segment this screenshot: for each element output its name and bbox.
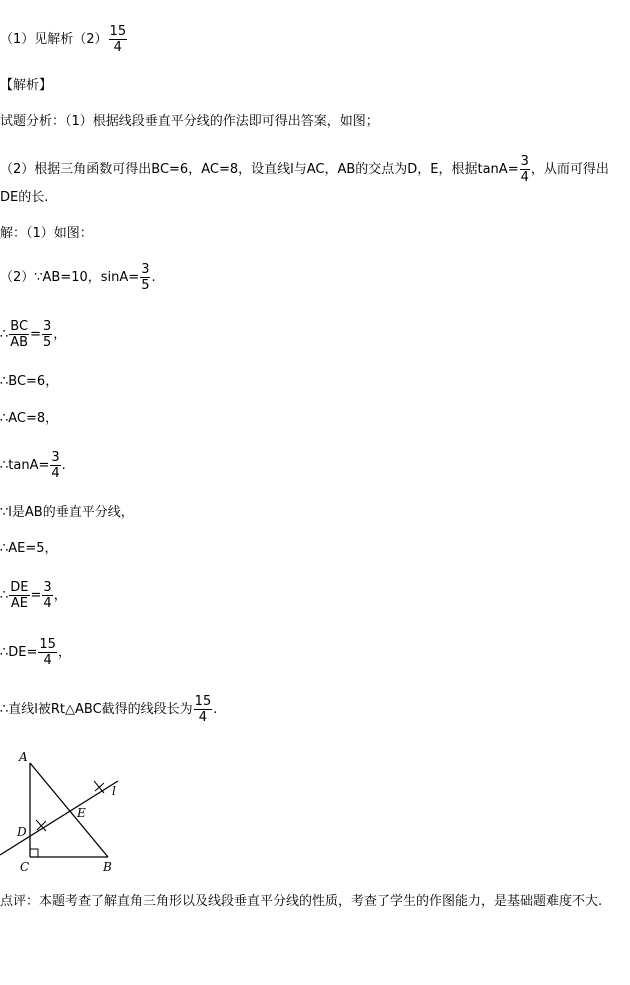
de-text: ∴DE= — [0, 645, 38, 660]
fraction-numerator: 15 — [194, 694, 212, 709]
line-ae: ∴AE=5， — [0, 541, 58, 556]
fraction-denominator: 4 — [43, 596, 52, 611]
solution-line-1: 解：（1）如图： — [0, 226, 93, 241]
solution-line-2 — [0, 262, 156, 293]
fraction-numerator: 3 — [43, 580, 52, 595]
label-l: l — [112, 784, 116, 798]
sol2-text-a: （2）∵AB=10，sinA= — [0, 270, 140, 285]
therefore-sign: ∴ — [0, 588, 9, 603]
final-value-fraction — [194, 694, 213, 725]
cross-mark-upper — [94, 781, 104, 793]
tan-fraction — [520, 154, 530, 185]
label-b: B — [103, 860, 112, 874]
analysis-text-a: （2）根据三角函数可得出BC=6，AC=8，设直线l与AC，AB的交点为D，E，根据tanA= — [0, 162, 519, 177]
fraction-numerator: 3 — [51, 450, 60, 465]
fraction-denominator: 4 — [43, 653, 52, 668]
answer-text: （1）见解析（2） — [0, 32, 108, 47]
value-fraction — [42, 319, 52, 350]
fraction-denominator: 5 — [141, 278, 150, 293]
line-bc: ∴BC=6， — [0, 374, 59, 389]
period: . — [61, 458, 66, 473]
fraction-denominator: 4 — [520, 170, 529, 185]
analysis-line-1: 试题分析：（1）根据线段垂直平分线的作法即可得出答案，如图； — [0, 114, 379, 129]
label-d: D — [17, 825, 27, 839]
equals-sign: = — [30, 327, 41, 342]
final-text: ∴直线l被Rt△ABC截得的线段长为 — [0, 702, 193, 717]
fraction-denominator: 5 — [43, 335, 52, 350]
edge-ab — [30, 763, 108, 857]
equals-sign: = — [30, 588, 42, 603]
line-ac: ∴AC=8， — [0, 411, 59, 426]
section-title: 【解析】 — [0, 78, 53, 93]
line-de — [0, 637, 71, 668]
tan-value-fraction — [50, 450, 60, 481]
line-final — [0, 694, 217, 725]
label-e: E — [77, 806, 86, 820]
bc-ab-fraction — [9, 319, 29, 350]
fraction-numerator: 15 — [39, 637, 56, 652]
right-angle-mark — [30, 849, 38, 857]
fraction-numerator: 15 — [109, 24, 127, 39]
label-c: C — [20, 860, 30, 874]
fraction-denominator: 4 — [198, 710, 208, 725]
triangle-figure — [0, 745, 140, 875]
answer-line — [0, 24, 128, 55]
fraction-denominator: AB — [10, 335, 29, 350]
line-perpendicular: ∵l是AB的垂直平分线， — [0, 505, 134, 520]
fraction-denominator: AE — [10, 596, 28, 611]
line-bc-over-ab — [0, 319, 66, 350]
period: . — [213, 702, 218, 717]
analysis-text-b: ，从而可得出 — [530, 162, 609, 177]
fraction-numerator: 3 — [141, 262, 150, 277]
fraction-numerator: 3 — [520, 154, 529, 169]
comma: ， — [53, 588, 67, 603]
line-tan — [0, 450, 66, 481]
value-fraction — [42, 580, 52, 611]
fraction-numerator: DE — [10, 580, 29, 595]
fraction-numerator: 3 — [43, 319, 52, 334]
sin-fraction — [140, 262, 150, 293]
fraction-denominator: 4 — [51, 466, 60, 481]
de-value-fraction — [38, 637, 57, 668]
sol2-text-b: . — [151, 270, 156, 285]
comma: ， — [57, 645, 71, 660]
label-a: A — [19, 750, 28, 764]
comma: ， — [53, 327, 67, 342]
line-l — [0, 781, 118, 855]
therefore-sign: ∴ — [0, 327, 9, 342]
fraction-numerator: BC — [10, 319, 29, 334]
answer-fraction — [109, 24, 128, 55]
analysis-line-3: DE的长. — [0, 190, 49, 205]
de-ae-fraction — [9, 580, 29, 611]
comment-paragraph: 点评：本题考查了解直角三角形以及线段垂直平分线的性质，考查了学生的作图能力，是基础题难度不大. — [0, 894, 603, 909]
tan-text: ∴tanA= — [0, 458, 50, 473]
fraction-denominator: 4 — [113, 40, 122, 55]
analysis-line-2 — [0, 154, 609, 185]
line-de-over-ae — [0, 580, 67, 611]
